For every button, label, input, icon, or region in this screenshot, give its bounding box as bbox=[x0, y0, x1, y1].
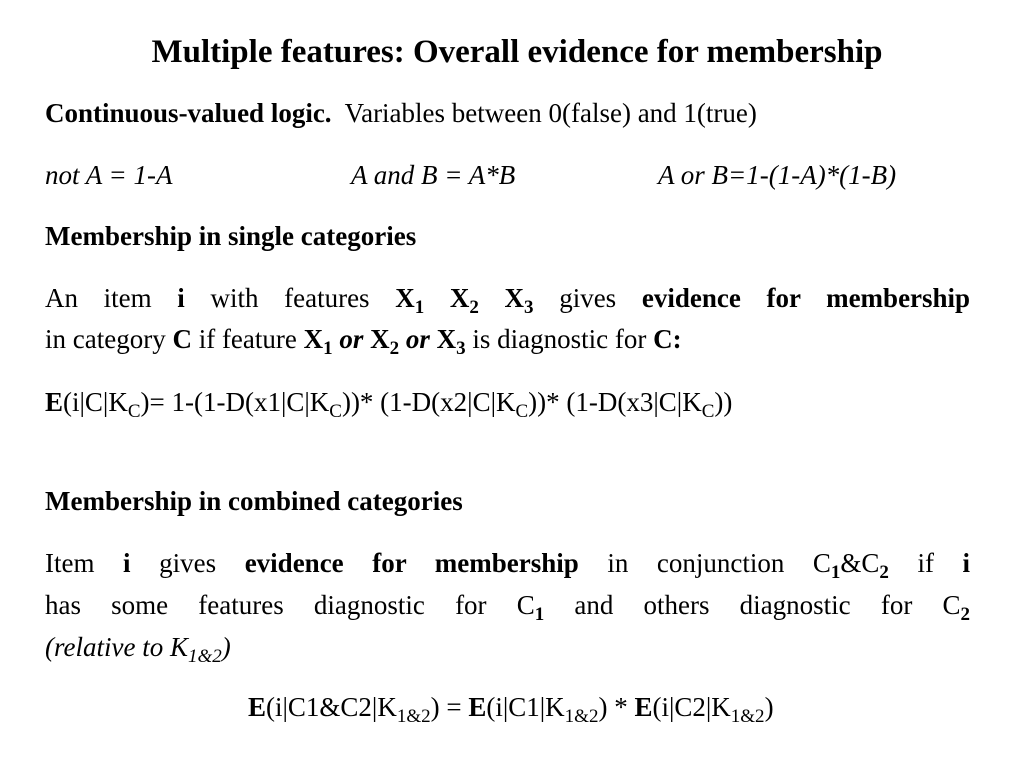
single-paragraph-line-1 bbox=[45, 281, 971, 318]
combined-paragraph-line-3: (relative to $K_{1\&2}$) bbox=[45, 632, 231, 667]
item-symbol: i bbox=[177, 283, 185, 313]
feature-x3: $X_3$ bbox=[504, 283, 534, 318]
operators-line bbox=[45, 158, 970, 192]
combined-formula: $E(i|C1\&C2|K_{1\&2}) = E(i|C1|K_{1\&2}) * E(i|C2|K_{1\&2})$ bbox=[248, 692, 774, 727]
text-span: gives bbox=[559, 283, 617, 313]
evidence-term: evidence for membership bbox=[244, 548, 579, 578]
text-span: if bbox=[917, 548, 934, 578]
combined-paragraph-line-2 bbox=[45, 588, 970, 625]
item-symbol: i bbox=[123, 548, 131, 578]
feature-x1: $X_1$ bbox=[303, 324, 333, 359]
evidence-term: evidence for membership bbox=[641, 283, 971, 313]
single-heading: Membership in single categories bbox=[45, 221, 417, 251]
slide-title: Multiple features: Overall evidence for membership bbox=[151, 34, 883, 70]
feature-x3: $X_3$ bbox=[436, 324, 466, 359]
intro-line bbox=[45, 96, 970, 130]
text-span: An item bbox=[45, 283, 152, 313]
text-span: Item bbox=[45, 548, 95, 578]
intro-text: Variables between 0(false) and 1(true) bbox=[344, 98, 757, 128]
or-word: or bbox=[405, 324, 430, 354]
text-span: and others diagnostic for $C_2$ bbox=[574, 590, 970, 625]
conjunction-term: in conjunction $C_1\&C_2$ bbox=[607, 548, 889, 583]
category-symbol: C bbox=[172, 324, 192, 354]
combined-heading: Membership in combined categories bbox=[45, 486, 463, 516]
category-symbol: C: bbox=[653, 324, 682, 354]
single-formula: $E(i|C|K_C)= 1-(1-D(x1|C|K_C))*$ $(1-D(x2|C|K_C))*$ $(1-D(x3|C|K_C))$ bbox=[45, 387, 733, 422]
text-span: has some features diagnostic for $C_1$ bbox=[45, 590, 545, 625]
text-span: if feature bbox=[198, 324, 297, 354]
combined-paragraph-line-1 bbox=[45, 546, 971, 583]
feature-x2: $X_2$ bbox=[370, 324, 400, 359]
text-span: in category bbox=[45, 324, 166, 354]
single-paragraph-line-2 bbox=[45, 322, 970, 359]
feature-x1: $X_1$ bbox=[395, 283, 425, 318]
or-word: or bbox=[339, 324, 364, 354]
operator-not: not A = 1-A bbox=[45, 160, 173, 190]
text-span: gives bbox=[159, 548, 217, 578]
text-span: with features bbox=[210, 283, 370, 313]
intro-heading: Continuous-valued logic. bbox=[45, 98, 332, 128]
item-symbol: i bbox=[962, 548, 971, 578]
feature-x2: $X_2$ bbox=[449, 283, 479, 318]
operator-and: A and B = A*B bbox=[351, 160, 516, 190]
text-span: is diagnostic for bbox=[472, 324, 647, 354]
operator-or: A or B=1-(1-A)*(1-B) bbox=[658, 160, 897, 190]
